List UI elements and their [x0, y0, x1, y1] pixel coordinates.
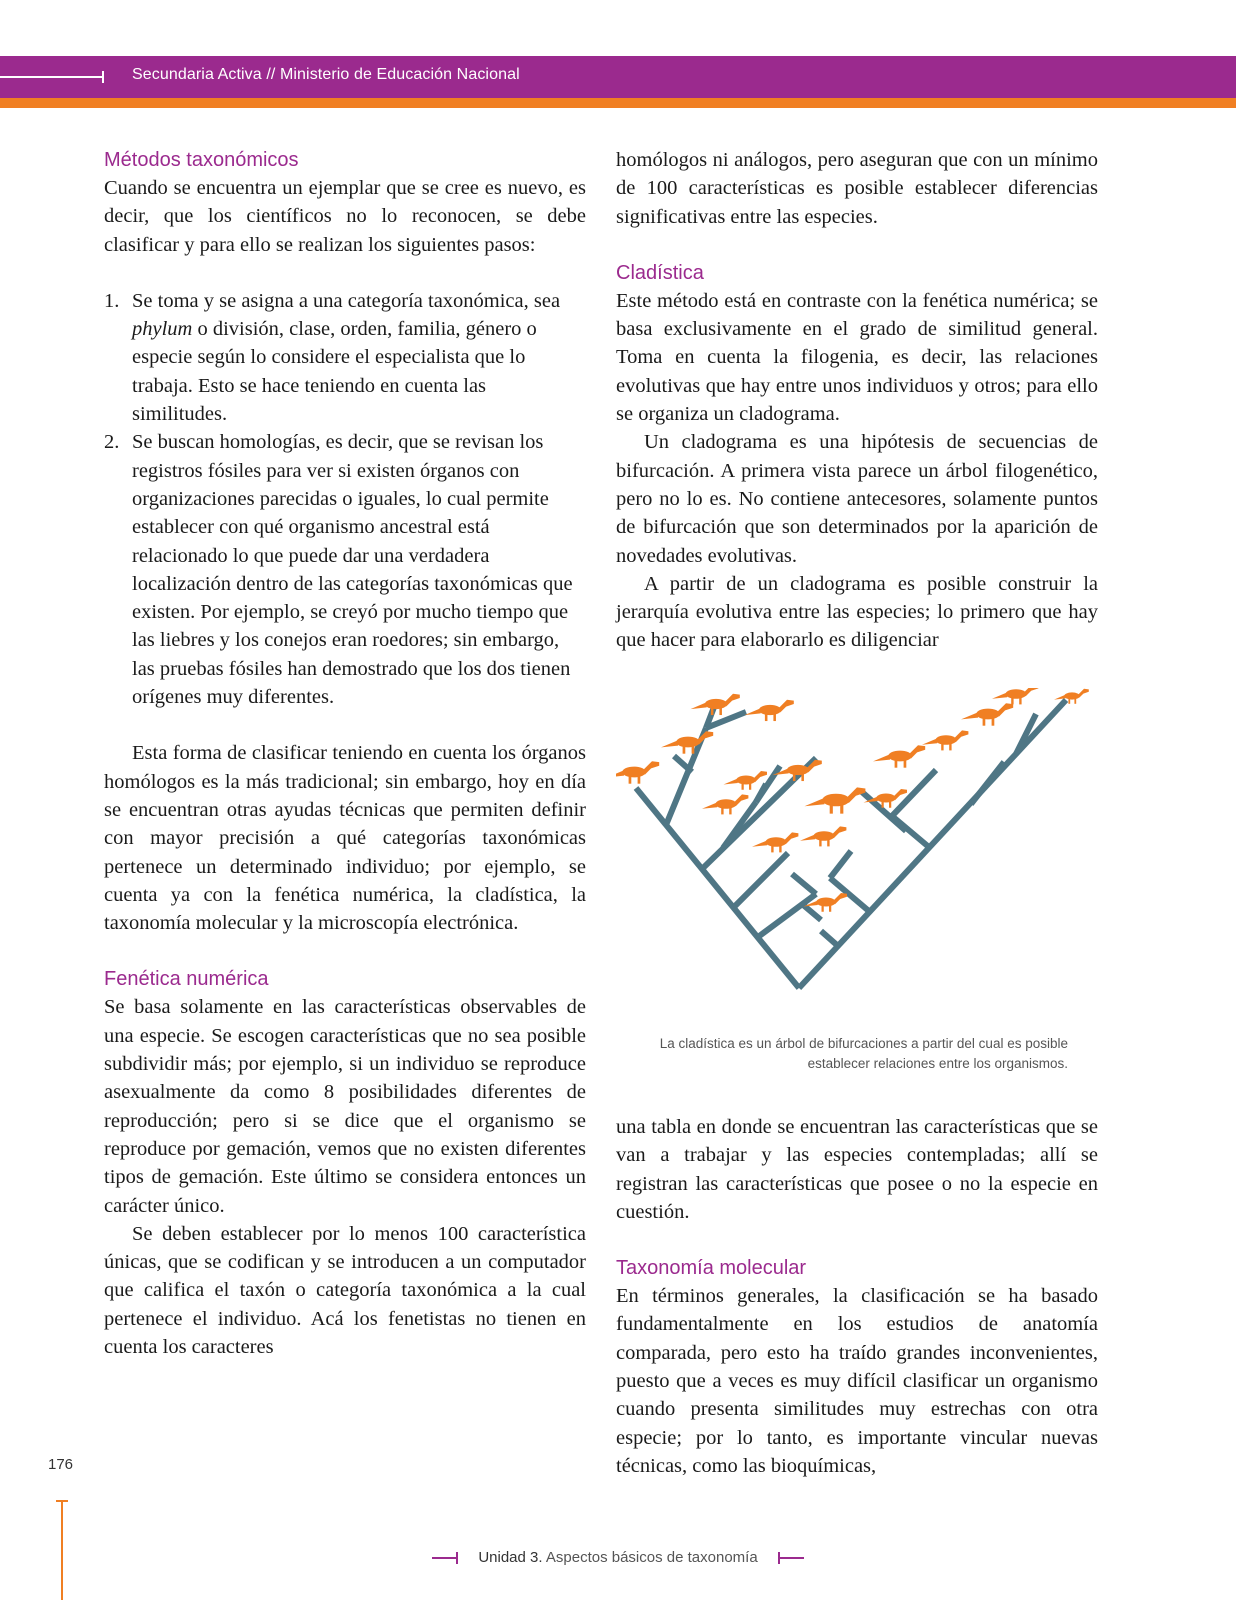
list-item	[104, 287, 580, 428]
dinosaur-silhouette-icon	[616, 761, 659, 784]
figure-caption: La cladística es un árbol de bifurcaciones a partir del cual es posible establecer relaciones entre los organismos.	[659, 1036, 1068, 1071]
dinosaur-silhouette-icon	[661, 731, 713, 754]
list-number: 2.	[104, 431, 120, 454]
dinosaur-silhouette-icon	[1054, 689, 1089, 704]
dinosaur-silhouette-icon	[745, 700, 794, 721]
page-number: 176	[48, 1456, 74, 1473]
cladogram-branches	[636, 700, 1066, 988]
spacer	[104, 937, 586, 965]
dinosaur-silhouette-icon	[702, 794, 748, 814]
fenetica-paragraph-1: Se basa solamente en las características observables de una especie. Se escogen características que no sea posible subdividir más; por ejemplo, si un individuo se reproduce asexualmente da como 8 posibilidades diferentes de reproducción; pero si se dice que el organismo se reproduce por gemación, vemos que no existen diferentes tipos de gemación. Este último se considera entonces un carácter único.	[104, 996, 586, 1217]
fenetica-paragraph-2: Se deben establecer por lo menos 100 característica únicas, que se codifican y se introducen a un computador que califica el taxón o categoría taxonómica a la cual pertenece el individuo. Acá los fenetistas no tienen en cuenta los caracteres	[104, 1222, 586, 1358]
footer-mark-left	[432, 1557, 458, 1559]
heading-metodos-taxonomicos: Métodos taxonómicos	[104, 149, 299, 171]
taxonomia-paragraph-1: En términos generales, la clasificación se ha basado fundamentalmente en los estudios de anatomía comparada, pero esto ha traído grandes inconvenientes, puesto que a veces es muy difícil clasificar un organismo cuando presenta similitudes muy estrechas con otra especie; por lo tanto, es importante vincular nuevas técnicas, como las bioquímicas,	[616, 1285, 1098, 1477]
spacer	[616, 1226, 1098, 1254]
step-text: Se buscan homologías, es decir, que se revisan los registros fósiles para ver si existen órganos con organizaciones parecidas o iguales, lo cual permite establecer con qué organismo ancestral está relacionado lo que puede dar una verdadera localización dentro de las categorías taxonómicas que existen. Por ejemplo, se creyó por mucho tiempo que las liebres y los conejos eran roedores; sin embargo, las pruebas fósiles han demostrado que los dos tienen orígenes muy diferentes.	[132, 431, 573, 709]
list-number: 1.	[104, 289, 120, 312]
dinosaur-silhouette-icon	[752, 832, 798, 852]
list-item	[104, 428, 580, 711]
table-paragraph: una tabla en donde se encuentran las características que se van a trabajar y las especies contempladas; allí se registran las características que posee o no la especie en cuestión.	[616, 1116, 1098, 1223]
cladogram-branch	[830, 878, 870, 912]
cladogram-branch	[821, 931, 838, 946]
cladogram-branch	[734, 853, 788, 907]
cladogram-branch	[636, 788, 799, 988]
dinosaur-silhouettes	[616, 688, 1089, 912]
dinosaur-silhouette-icon	[724, 771, 768, 790]
footer-mark-right	[778, 1557, 804, 1559]
cladistica-paragraph-1: Este método está en contraste con la fenética numérica; se basa exclusivamente en el grado de similitud general. Toma en cuenta la filogenia, es decir, las relaciones evolutivas que hay entre unos individuos y otros; para ello se organiza un cladograma.	[616, 289, 1098, 426]
cladistica-paragraph-2: Un cladograma es una hipótesis de secuencias de bifurcación. A primera vista parece un árbol filogenético, pero no lo es. No contiene antecesores, solamente puntos de bifurcación que son determinados por la aparición de novedades evolutivas.	[616, 431, 1098, 567]
dinosaur-silhouette-icon	[873, 745, 925, 768]
spacer	[616, 231, 1098, 259]
cladogram-branch	[971, 762, 1004, 804]
left-column	[104, 146, 586, 1361]
dinosaur-silhouette-icon	[961, 703, 1013, 726]
intro-paragraph: Cuando se encuentra un ejemplar que se cree es nuevo, es decir, que los científicos no lo reconocen, se debe clasificar y para ello se realizan los siguientes pasos:	[104, 177, 586, 256]
header-title: Secundaria Activa // Ministerio de Educación Nacional	[132, 66, 520, 83]
right-column-bottom	[616, 1113, 1098, 1480]
dinosaur-silhouette-icon	[922, 730, 968, 750]
right-column-top	[616, 146, 1098, 655]
header-accent-stripe	[0, 98, 1236, 108]
heading-cladistica: Cladística	[616, 261, 704, 284]
cladogram-branch	[830, 851, 851, 878]
cladogram-svg	[616, 688, 1098, 1018]
footer-unit: Unidad 3.	[478, 1549, 543, 1566]
header-rule-tick	[102, 71, 104, 83]
dinosaur-silhouette-icon	[800, 826, 846, 846]
spacer	[104, 711, 586, 739]
step-text-start: Se toma y se asigna a una categoría taxonómica, sea	[132, 289, 561, 312]
cladistica-paragraph-3: A partir de un cladograma es posible construir la jerarquía evolutiva entre las especies; lo primero que hay que hacer para elaborarlo es diligenciar	[616, 572, 1098, 652]
cladogram-figure	[616, 688, 1098, 1018]
paragraph-forma: Esta forma de clasificar teniendo en cuenta los órganos homólogos es la más tradicional; sin embargo, hoy en día se encuentran otras ayudas técnicas que permiten definir con mayor precisión a qué categorías taxonómicas pertenece un determinado individuo; por ejemplo, se cuenta ya con la fenética numérica, la cladística, la taxonomía molecular y la microscopía electrónica.	[104, 742, 586, 935]
footer	[0, 1549, 1236, 1566]
cladogram-branch	[792, 874, 816, 894]
step-emphasis: phylum	[132, 318, 193, 341]
footer-topic: Aspectos básicos de taxonomía	[545, 1549, 758, 1566]
step-text-end: o división, clase, orden, familia, género o especie según lo considere el especialista que lo trabaja. Esto se hace teniendo en cuenta las similitudes.	[132, 318, 537, 426]
header-rule	[0, 76, 104, 78]
steps-list	[104, 287, 586, 711]
spacer	[104, 259, 586, 287]
margin-rule-tick	[56, 1500, 68, 1502]
dinosaur-silhouette-icon	[805, 787, 866, 813]
heading-fenetica-numerica: Fenética numérica	[104, 968, 269, 991]
heading-taxonomia-molecular: Taxonomía molecular	[616, 1257, 807, 1280]
cladogram-branch	[758, 894, 816, 937]
continuation-paragraph: homólogos ni análogos, pero aseguran que con un mínimo de 100 características es posible establecer diferencias significativas entre las especies.	[616, 149, 1098, 228]
dinosaur-silhouette-icon	[992, 688, 1038, 704]
cladogram-branch	[802, 904, 821, 920]
